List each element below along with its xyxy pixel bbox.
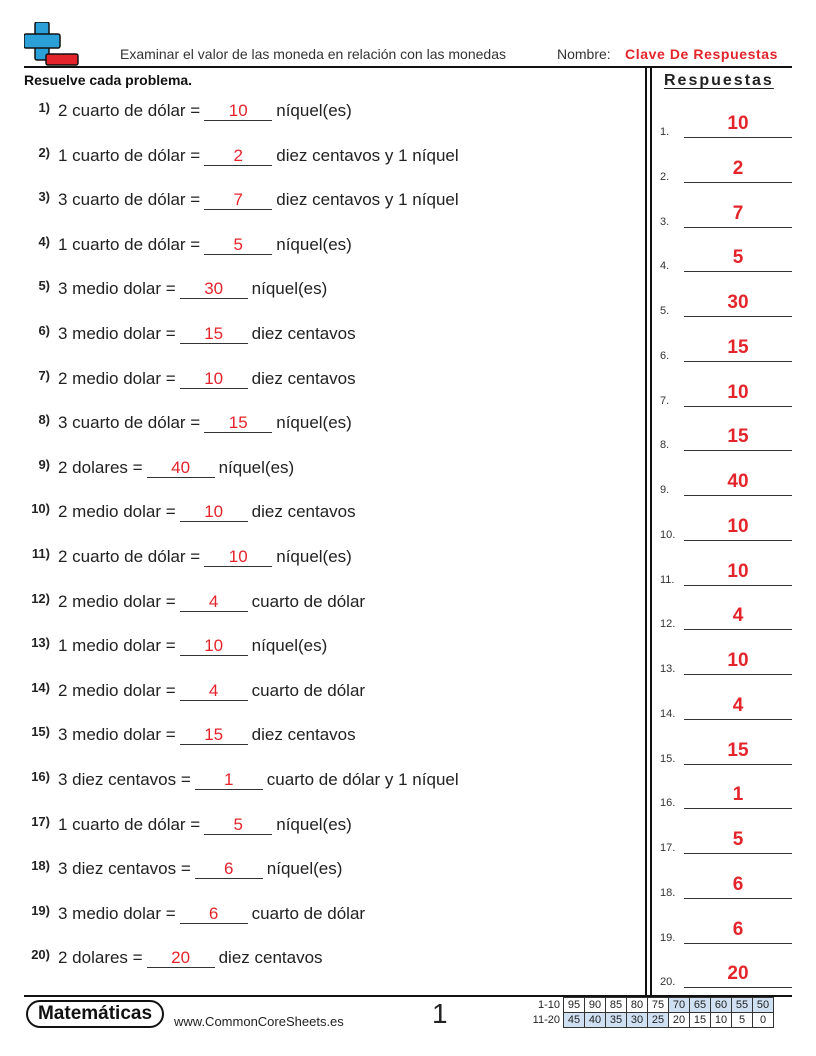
problem-text: 3 medio dolar = xyxy=(58,903,176,923)
problem-unit: níquel(es) xyxy=(276,413,352,433)
problem-unit: diez centavos y 1 níquel xyxy=(276,145,459,165)
answer-key-item xyxy=(660,513,792,543)
score-cell: 90 xyxy=(585,998,606,1013)
score-row xyxy=(528,998,774,1013)
problem-text: 2 medio dolar = xyxy=(58,591,176,611)
problem-unit: níquel(es) xyxy=(276,101,352,120)
score-cell: 15 xyxy=(690,1013,711,1028)
answer-key-item xyxy=(660,960,792,990)
answer-key-item xyxy=(660,334,792,364)
answer-key-line xyxy=(684,182,792,183)
score-cell: 70 xyxy=(669,998,690,1013)
answer-key-value: 7 xyxy=(732,202,744,224)
answer-blank: 10 xyxy=(180,503,248,522)
answer-key-value: 5 xyxy=(732,829,744,850)
problem-row xyxy=(24,457,294,487)
instructions: Resuelve cada problema. xyxy=(24,72,193,88)
answer-key-value: 30 xyxy=(727,292,749,313)
score-cell: 75 xyxy=(648,998,669,1013)
answer-key-value: 6 xyxy=(732,918,744,940)
problem-text: 3 diez centavos = xyxy=(58,859,191,879)
answer-blank: 5 xyxy=(204,236,272,255)
problem-row xyxy=(24,100,352,130)
problem-unit: níquel(es) xyxy=(276,814,352,834)
answer-blank: 6 xyxy=(180,905,248,924)
answer-key-item xyxy=(660,826,792,856)
answer-key-value: 6 xyxy=(732,873,744,895)
worksheet-title: Examinar el valor de las moneda en relación con las monedas xyxy=(120,46,506,62)
problem-number: 4) xyxy=(38,233,50,249)
problem-text: 2 cuarto de dólar = xyxy=(58,547,201,566)
answer-key-line xyxy=(684,406,792,407)
answer-key-number: 18. xyxy=(660,886,676,899)
answer-key-line xyxy=(684,227,792,228)
score-row xyxy=(528,1013,774,1028)
problem-row xyxy=(24,546,352,576)
answer-key-line xyxy=(684,808,792,809)
problem-text: 3 medio dolar = xyxy=(58,725,176,745)
answer-key-number: 13. xyxy=(660,663,676,675)
problem-number: 1) xyxy=(38,100,50,115)
answer-key-line xyxy=(684,271,792,272)
problem-text: 1 cuarto de dólar = xyxy=(58,814,201,834)
problem-text: 2 medio dolar = xyxy=(58,368,176,388)
problem-unit: diez centavos xyxy=(218,948,323,968)
answer-key-item xyxy=(660,781,792,811)
answer-key-item xyxy=(660,692,792,722)
answer-blank: 2 xyxy=(204,147,272,166)
problem-unit: níquel(es) xyxy=(276,234,352,254)
name-label: Nombre: xyxy=(557,46,611,62)
answer-key-item xyxy=(660,423,792,453)
answer-key-number: 14. xyxy=(660,707,676,720)
answer-key-item xyxy=(660,737,792,767)
problem-row xyxy=(24,814,352,844)
answer-key-line xyxy=(684,540,792,541)
answer-key-value: 10 xyxy=(727,515,749,537)
answer-key-line xyxy=(684,137,792,138)
answer-key-line xyxy=(684,629,792,630)
score-cell: 40 xyxy=(585,1013,606,1028)
problem-row xyxy=(24,903,365,933)
answer-key-value: 10 xyxy=(727,113,749,134)
answer-key-value: 15 xyxy=(727,426,749,448)
page-number: 1 xyxy=(432,998,448,1029)
problem-number: 3) xyxy=(38,189,50,205)
answer-key-number: 7. xyxy=(660,394,670,407)
score-cell: 80 xyxy=(627,998,648,1013)
score-cell: 25 xyxy=(648,1013,669,1028)
answer-blank: 6 xyxy=(195,860,263,879)
answer-key-number: 15. xyxy=(660,752,676,765)
problem-row xyxy=(24,368,356,398)
answer-blank: 4 xyxy=(180,593,248,612)
problem-text: 1 cuarto de dólar = xyxy=(58,234,201,254)
problem-number: 15) xyxy=(31,724,50,740)
problem-unit: níquel(es) xyxy=(251,636,328,656)
site-url: www.CommonCoreSheets.es xyxy=(174,1014,344,1029)
answer-key-line xyxy=(684,853,792,854)
problem-unit: cuarto de dólar xyxy=(251,591,366,611)
name-value: Clave De Respuestas xyxy=(625,46,779,62)
problem-number: 6) xyxy=(38,323,50,338)
answer-blank: 4 xyxy=(180,682,248,701)
answer-key-number: 4. xyxy=(660,260,670,273)
problem-unit: diez centavos xyxy=(251,725,356,745)
column-divider xyxy=(650,67,652,995)
problem-row xyxy=(24,323,356,353)
problem-row xyxy=(24,724,356,754)
problem-unit: cuarto de dólar y 1 níquel xyxy=(266,770,459,789)
problem-row xyxy=(24,145,459,175)
answer-blank: 15 xyxy=(180,726,248,745)
problem-text: 3 medio dolar = xyxy=(58,279,176,299)
problem-unit: cuarto de dólar xyxy=(251,680,366,700)
problem-number: 14) xyxy=(31,679,50,695)
problem-number: 8) xyxy=(38,412,50,428)
answer-key-item xyxy=(660,558,792,588)
score-cell: 95 xyxy=(564,998,585,1013)
answer-key-value: 10 xyxy=(727,560,749,582)
answer-key-line xyxy=(684,450,792,451)
problem-row xyxy=(24,412,352,442)
problem-number: 7) xyxy=(38,367,50,383)
answer-key-line xyxy=(684,674,792,675)
answer-blank: 30 xyxy=(180,280,248,299)
answer-key-item xyxy=(660,602,792,632)
problem-number: 13) xyxy=(31,635,50,651)
problem-text: 1 cuarto de dólar = xyxy=(58,145,201,165)
answer-blank: 7 xyxy=(204,191,272,210)
problem-number: 18) xyxy=(31,858,50,874)
answer-key-number: 10. xyxy=(660,528,676,541)
answer-key-line xyxy=(684,361,792,362)
problem-text: 2 dolares = xyxy=(58,948,143,968)
problem-number: 10) xyxy=(31,501,50,517)
problem-row xyxy=(24,680,365,710)
problem-unit: níquel(es) xyxy=(251,279,328,299)
score-cell: 45 xyxy=(564,1013,585,1028)
answer-key-number: 1. xyxy=(660,126,670,138)
problem-text: 3 cuarto de dólar = xyxy=(58,413,201,433)
problem-row xyxy=(24,189,459,219)
score-range-label: 1-10 xyxy=(537,999,560,1011)
score-cell: 65 xyxy=(690,998,711,1013)
answer-key-value: 4 xyxy=(732,694,744,716)
answer-key-number: 19. xyxy=(660,931,676,944)
answer-key-value: 2 xyxy=(732,157,744,179)
problem-text: 2 medio dolar = xyxy=(58,502,176,522)
problem-unit: diez centavos y 1 níquel xyxy=(276,190,459,210)
answer-key-item xyxy=(660,468,792,498)
problem-number: 20) xyxy=(31,947,50,963)
answers-title: Respuestas xyxy=(664,72,774,89)
answer-key-line xyxy=(684,316,792,317)
problem-row xyxy=(24,947,323,977)
problem-number: 12) xyxy=(31,590,50,606)
answer-key-number: 17. xyxy=(660,842,676,854)
answer-blank: 15 xyxy=(204,414,272,433)
problem-text: 1 medio dolar = xyxy=(58,636,176,656)
answer-key-number: 12. xyxy=(660,618,676,631)
answer-blank: 15 xyxy=(180,325,248,344)
subject-badge: Matemáticas xyxy=(26,1000,164,1028)
answer-key-number: 6. xyxy=(660,349,670,362)
problem-unit: diez centavos xyxy=(251,502,356,522)
problem-number: 16) xyxy=(31,769,50,784)
problem-number: 9) xyxy=(38,456,50,472)
answer-key-line xyxy=(684,719,792,720)
problem-text: 2 dolares = xyxy=(58,457,143,477)
problem-unit: níquel(es) xyxy=(218,457,295,477)
score-cell: 60 xyxy=(711,998,732,1013)
answer-key-item xyxy=(660,871,792,901)
problem-text: 3 cuarto de dólar = xyxy=(58,190,201,210)
answer-key-value: 10 xyxy=(727,381,749,403)
answer-blank: 1 xyxy=(195,771,263,790)
answer-key-line xyxy=(684,987,792,988)
answer-key-value: 20 xyxy=(727,963,749,985)
score-cell: 85 xyxy=(606,998,627,1013)
score-cell: 0 xyxy=(753,1013,774,1028)
answer-blank: 20 xyxy=(147,949,215,968)
answer-key-item xyxy=(660,244,792,274)
problem-text: 3 diez centavos = xyxy=(58,770,191,789)
answer-key-line xyxy=(684,943,792,944)
answer-key-value: 5 xyxy=(732,247,744,269)
problem-row xyxy=(24,858,342,888)
problem-unit: diez centavos xyxy=(251,368,356,388)
problem-text: 3 medio dolar = xyxy=(58,324,176,343)
answer-key-item xyxy=(660,200,792,230)
answer-key-item xyxy=(660,155,792,185)
answer-blank: 10 xyxy=(180,370,248,389)
problem-row xyxy=(24,769,459,799)
score-cell: 5 xyxy=(732,1013,753,1028)
score-cell: 10 xyxy=(711,1013,732,1028)
problem-text: 2 medio dolar = xyxy=(58,680,176,700)
answer-blank: 10 xyxy=(204,548,272,567)
column-divider xyxy=(645,67,647,995)
score-cell: 55 xyxy=(732,998,753,1013)
problem-unit: níquel(es) xyxy=(276,547,352,566)
answer-key-number: 5. xyxy=(660,305,670,317)
answer-key-value: 10 xyxy=(727,650,749,671)
problem-text: 2 cuarto de dólar = xyxy=(58,101,201,120)
header-divider xyxy=(24,66,792,68)
answer-key-number: 11. xyxy=(660,573,675,586)
problem-number: 2) xyxy=(38,144,50,160)
answer-key-value: 4 xyxy=(732,605,744,627)
score-cell: 35 xyxy=(606,1013,627,1028)
answer-blank: 40 xyxy=(147,459,215,478)
answer-key-item xyxy=(660,110,792,140)
answer-key-item xyxy=(660,916,792,946)
answer-key-number: 16. xyxy=(660,797,676,810)
answer-key-line xyxy=(684,495,792,496)
problem-number: 11) xyxy=(31,546,50,561)
problem-unit: diez centavos xyxy=(251,324,356,343)
problem-row xyxy=(24,635,327,665)
problem-row xyxy=(24,234,352,264)
answer-key-number: 3. xyxy=(660,215,670,228)
problem-row xyxy=(24,278,327,308)
score-cell: 30 xyxy=(627,1013,648,1028)
answer-key-value: 15 xyxy=(727,336,749,358)
answer-blank: 5 xyxy=(204,816,272,835)
answer-blank: 10 xyxy=(180,637,248,656)
score-table xyxy=(528,997,774,1028)
answer-key-line xyxy=(684,898,792,899)
problem-row xyxy=(24,501,356,531)
problem-unit: níquel(es) xyxy=(266,859,343,879)
plus-minus-logo-icon xyxy=(24,22,80,68)
answer-key-value: 1 xyxy=(732,784,744,806)
problem-row xyxy=(24,591,365,621)
answer-key-item xyxy=(660,379,792,409)
score-cell: 50 xyxy=(753,998,774,1013)
answer-blank: 10 xyxy=(204,102,272,121)
problem-number: 19) xyxy=(31,902,50,918)
problem-unit: cuarto de dólar xyxy=(251,903,366,923)
problem-number: 17) xyxy=(31,813,50,829)
score-cell: 20 xyxy=(669,1013,690,1028)
answer-key-number: 8. xyxy=(660,439,670,452)
score-range-label: 11-20 xyxy=(532,1014,560,1026)
answer-key-item xyxy=(660,647,792,677)
answer-key-value: 15 xyxy=(727,739,749,761)
answer-key-line xyxy=(684,585,792,586)
problem-number: 5) xyxy=(38,278,50,294)
answer-key-item xyxy=(660,289,792,319)
answer-key-number: 9. xyxy=(660,484,670,496)
answer-key-number: 20. xyxy=(660,976,676,989)
answer-key-number: 2. xyxy=(660,170,670,183)
answer-key-line xyxy=(684,764,792,765)
answer-key-value: 40 xyxy=(727,471,749,492)
